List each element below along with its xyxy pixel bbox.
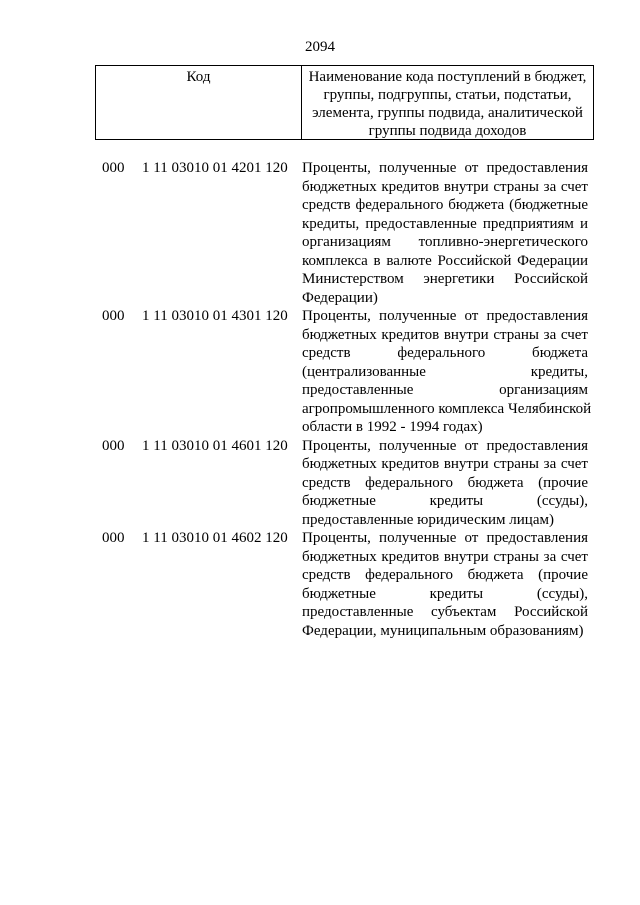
description-line: бюджетных кредитов внутри страны за счет [302, 456, 588, 472]
description-line: Министерством энергетики Российской [302, 271, 588, 287]
description-line: агропромышленного комплекса Челябинской [302, 400, 592, 417]
description-line: бюджетные кредиты (ссуды), [302, 585, 588, 602]
description-line: средств федерального бюджета (прочие [302, 474, 588, 491]
description-line: комплекса в валюте Российской Федерации [302, 252, 588, 269]
table-body [0, 159, 640, 640]
description-line: бюджетных кредитов внутри страны за счет [302, 178, 588, 195]
header-name-line: группы, подгруппы, статьи, подстатьи, [323, 87, 572, 103]
admin-code: 000 [102, 308, 125, 324]
income-description [302, 307, 592, 437]
description-line: Федерации, муниципальным образованиям) [302, 622, 584, 639]
table-row [0, 159, 640, 307]
income-code: 1 11 03010 01 4601 120 [142, 437, 288, 454]
table-header [95, 65, 594, 140]
income-description [302, 529, 588, 640]
income-code: 1 11 03010 01 4301 120 [142, 308, 288, 324]
description-line: организациям топливно-энергетического [302, 234, 588, 250]
description-line: бюджетные кредиты (ссуды), [302, 493, 588, 509]
description-line: Проценты, полученные от предоставления [302, 530, 588, 546]
table-row [0, 529, 640, 640]
income-code: 1 11 03010 01 4201 120 [142, 160, 288, 176]
header-name-line: элемента, группы подвида, аналитической [312, 105, 583, 121]
header-code-column: Код [96, 66, 302, 139]
description-line: Проценты, полученные от предоставления [302, 160, 588, 176]
admin-code: 000 [102, 437, 125, 454]
description-line: Проценты, полученные от предоставления [302, 437, 588, 454]
income-description [302, 159, 588, 307]
table-row [0, 437, 640, 530]
description-line: бюджетных кредитов внутри страны за счет [302, 548, 588, 565]
description-line: предоставленные юридическим лицам) [302, 511, 554, 528]
admin-code: 000 [102, 530, 125, 546]
description-line: предоставленные субъектам Российской [302, 604, 588, 620]
description-line: области в 1992 - 1994 годах) [302, 419, 483, 435]
description-line: предоставленные организациям [302, 382, 588, 398]
description-line: (централизованные кредиты, [302, 363, 588, 380]
description-line: кредиты, предоставленные предприятиям и [302, 215, 588, 232]
header-name-line: Наименование кода поступлений в бюджет, [308, 69, 587, 85]
income-code: 1 11 03010 01 4602 120 [142, 530, 288, 546]
income-description [302, 437, 588, 530]
description-line: Проценты, полученные от предоставления [302, 308, 588, 324]
description-line: бюджетных кредитов внутри страны за счет [302, 326, 588, 343]
description-line: средств федерального бюджета (бюджетные [302, 197, 588, 213]
description-line: средств федерального бюджета [302, 345, 588, 361]
page-number: 2094 [305, 39, 335, 55]
header-name-line: группы подвида доходов [368, 123, 527, 139]
header-name-column [302, 66, 593, 139]
description-line: Федерации) [302, 289, 378, 306]
description-line: средств федерального бюджета (прочие [302, 567, 588, 583]
table-row [0, 307, 640, 437]
admin-code: 000 [102, 160, 125, 176]
